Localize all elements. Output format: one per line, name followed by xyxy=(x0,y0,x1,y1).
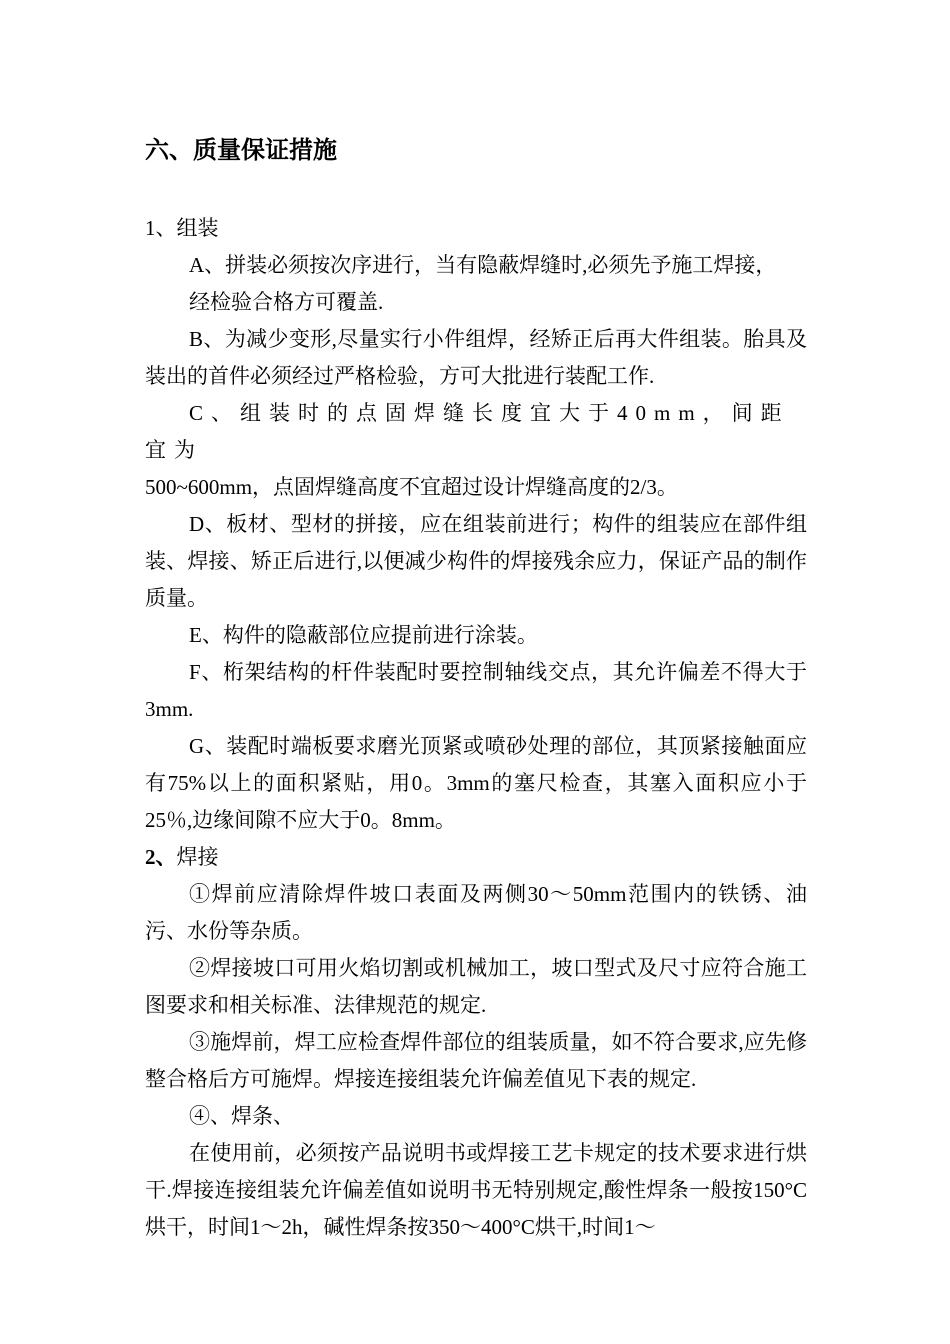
assembly-item-d: D、板材、型材的拼接，应在组装前进行；构件的组装应在部件组装、焊接、矫正后进行,以便减少构件的焊接残余应力，保证产品的制作质量。 xyxy=(145,512,807,610)
welding-item-5: 在使用前，必须按产品说明书或焊接工艺卡规定的技术要求进行烘干.焊接连接组装允许偏差值如说明书无特别规定,酸性焊条一般按150°C烘干，时间1～2h，碱性焊条按350～400°C烘干,时间1～ xyxy=(145,1141,807,1239)
assembly-item-c-line2: 500~600mm，点固焊缝高度不宜超过设计焊缝高度的2/3。 xyxy=(145,475,678,499)
subsection-separator: 、 xyxy=(155,216,177,240)
subsection-number: 2 xyxy=(145,845,156,869)
welding-item-3: ③施焊前，焊工应检查焊件部位的组装质量，如不符合要求,应先修整合格后方可施焊。焊接连接组装允许偏差值见下表的规定. xyxy=(145,1030,807,1091)
assembly-item-g: G、装配时端板要求磨光顶紧或喷砂处理的部位，其顶紧接触面应有75%以上的面积紧贴，用0。3mm的塞尺检查，其塞入面积应小于25％,边缘间隙不应大于0。8mm。 xyxy=(145,734,807,832)
welding-item-1: ①焊前应清除焊件坡口表面及两侧30～50mm范围内的铁锈、油污、水份等杂质。 xyxy=(145,882,807,943)
assembly-item-c-line1: C、组装时的点固焊缝长度宜大于40mm，间距宜为 xyxy=(145,401,790,462)
assembly-item-e: E、构件的隐蔽部位应提前进行涂装。 xyxy=(189,623,538,647)
assembly-item-a-line1: A、拼装必须按次序进行，当有隐蔽焊缝时,必须先予施工焊接， xyxy=(189,253,777,277)
assembly-item-a-line2: 经检验合格方可覆盖. xyxy=(189,290,384,314)
document-body xyxy=(145,210,807,1246)
welding-item-4: ④、焊条、 xyxy=(189,1104,294,1128)
subsection-label: 焊接 xyxy=(176,845,219,869)
section-heading: 六、质量保证措施 xyxy=(145,136,337,164)
subsection-title-welding xyxy=(145,839,807,876)
subsection-separator: 、 xyxy=(155,845,177,869)
welding-item-2: ②焊接坡口可用火焰切割或机械加工，坡口型式及尺寸应符合施工图要求和相关标准、法律规范的规定. xyxy=(145,956,807,1017)
subsection-label: 组装 xyxy=(176,216,219,240)
assembly-item-f: F、桁架结构的杆件装配时要控制轴线交点，其允许偏差不得大于3mm. xyxy=(145,660,807,721)
assembly-item-b: B、为减少变形,尽量实行小件组焊，经矫正后再大件组装。胎具及装出的首件必须经过严格检验，方可大批进行装配工作. xyxy=(145,327,807,388)
subsection-title-assembly xyxy=(145,210,807,247)
subsection-number: 1 xyxy=(145,216,156,240)
